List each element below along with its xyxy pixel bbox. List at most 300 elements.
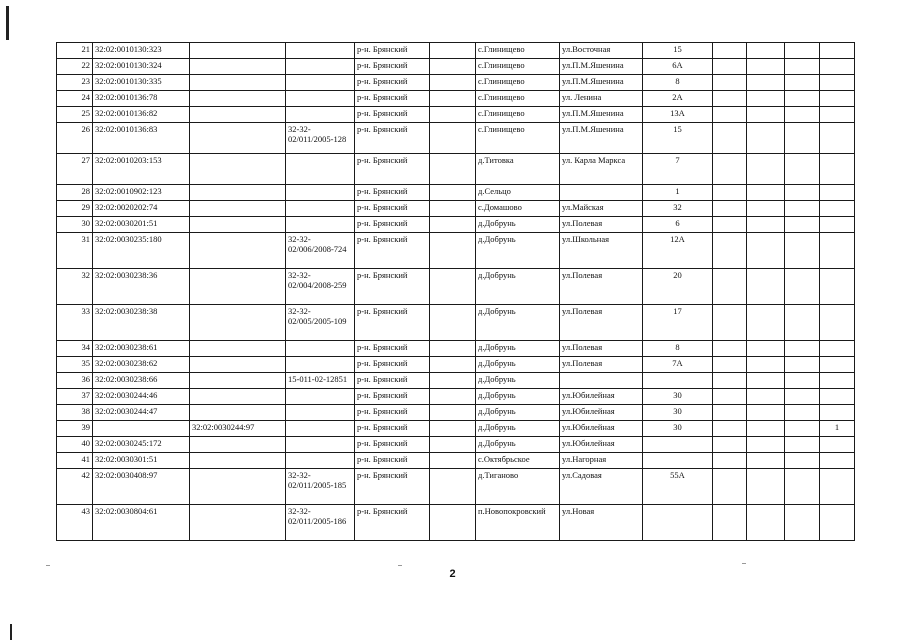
empty-cell: [430, 217, 476, 233]
extra-cell-4: [820, 341, 855, 357]
extra-cell-4: [820, 75, 855, 91]
cadastral-number-cell: 32:02:0020202:74: [93, 201, 190, 217]
settlement-cell: д.Добрунь: [476, 373, 560, 389]
cadastral-number-cell: 32:02:0030238:61: [93, 341, 190, 357]
cadastral-number-cell: 32:02:0010902:123: [93, 185, 190, 201]
registration-number-cell: [286, 453, 355, 469]
district-cell: р-н. Брянский: [355, 405, 430, 421]
extra-cell-2: [747, 91, 785, 107]
empty-cell: [430, 59, 476, 75]
cadastral-number-cell: 32:02:0030235:180: [93, 233, 190, 269]
row-number-cell: 21: [57, 43, 93, 59]
registration-number-cell: [286, 91, 355, 107]
cadastral-number-alt-cell: [190, 91, 286, 107]
registration-number-cell: [286, 421, 355, 437]
row-number-cell: 26: [57, 123, 93, 154]
extra-cell-2: [747, 43, 785, 59]
street-cell: ул.П.М.Яшенина: [560, 123, 643, 154]
cadastral-number-alt-cell: [190, 217, 286, 233]
settlement-cell: с.Глинищево: [476, 43, 560, 59]
settlement-cell: с.Глинищево: [476, 107, 560, 123]
extra-cell-3: [785, 233, 820, 269]
cadastral-number-alt-cell: [190, 75, 286, 91]
extra-cell-2: [747, 217, 785, 233]
extra-cell-3: [785, 91, 820, 107]
settlement-cell: д.Добрунь: [476, 357, 560, 373]
district-cell: р-н. Брянский: [355, 91, 430, 107]
empty-cell: [430, 341, 476, 357]
row-number-cell: 28: [57, 185, 93, 201]
street-cell: ул.Садовая: [560, 469, 643, 505]
settlement-cell: д.Добрунь: [476, 269, 560, 305]
table-row: [57, 59, 855, 75]
empty-cell: [430, 75, 476, 91]
district-cell: р-н. Брянский: [355, 469, 430, 505]
settlement-cell: д.Добрунь: [476, 233, 560, 269]
table-row: [57, 357, 855, 373]
settlement-cell: с.Домашово: [476, 201, 560, 217]
settlement-cell: д.Титовка: [476, 154, 560, 185]
table-row: [57, 154, 855, 185]
extra-cell-2: [747, 59, 785, 75]
cadastral-number-alt-cell: [190, 305, 286, 341]
cadastral-number-alt-cell: [190, 389, 286, 405]
empty-cell: [430, 43, 476, 59]
district-cell: р-н. Брянский: [355, 453, 430, 469]
extra-cell-1: [713, 123, 747, 154]
extra-cell-4: [820, 405, 855, 421]
extra-cell-2: [747, 233, 785, 269]
district-cell: р-н. Брянский: [355, 357, 430, 373]
extra-cell-1: [713, 357, 747, 373]
extra-cell-3: [785, 59, 820, 75]
extra-cell-1: [713, 59, 747, 75]
street-cell: ул.Юбилейная: [560, 437, 643, 453]
house-number-cell: 30: [643, 421, 713, 437]
district-cell: р-н. Брянский: [355, 373, 430, 389]
extra-cell-2: [747, 437, 785, 453]
extra-cell-1: [713, 43, 747, 59]
district-cell: р-н. Брянский: [355, 107, 430, 123]
extra-cell-1: [713, 233, 747, 269]
empty-cell: [430, 389, 476, 405]
cadastral-number-alt-cell: [190, 123, 286, 154]
street-cell: ул.Юбилейная: [560, 389, 643, 405]
cadastral-number-alt-cell: [190, 405, 286, 421]
extra-cell-4: [820, 154, 855, 185]
cadastral-number-cell: 32:02:0010136:82: [93, 107, 190, 123]
extra-cell-2: [747, 421, 785, 437]
cadastral-number-cell: 32:02:0030244:46: [93, 389, 190, 405]
extra-cell-2: [747, 405, 785, 421]
cadastral-number-cell: 32:02:0010130:335: [93, 75, 190, 91]
cadastral-number-alt-cell: [190, 453, 286, 469]
extra-cell-1: [713, 437, 747, 453]
empty-cell: [430, 453, 476, 469]
extra-cell-3: [785, 453, 820, 469]
house-number-cell: 55А: [643, 469, 713, 505]
registration-number-cell: 32-32-02/006/2008-724: [286, 233, 355, 269]
extra-cell-3: [785, 373, 820, 389]
extra-cell-4: [820, 185, 855, 201]
extra-cell-4: [820, 59, 855, 75]
row-number-cell: 41: [57, 453, 93, 469]
row-number-cell: 32: [57, 269, 93, 305]
settlement-cell: д.Добрунь: [476, 421, 560, 437]
row-number-cell: 25: [57, 107, 93, 123]
cadastral-number-cell: 32:02:0030238:36: [93, 269, 190, 305]
cadastral-number-alt-cell: [190, 357, 286, 373]
cadastral-number-cell: 32:02:0030238:62: [93, 357, 190, 373]
extra-cell-1: [713, 217, 747, 233]
house-number-cell: 32: [643, 201, 713, 217]
extra-cell-4: [820, 123, 855, 154]
extra-cell-1: [713, 107, 747, 123]
table-row: [57, 505, 855, 541]
extra-cell-3: [785, 123, 820, 154]
empty-cell: [430, 233, 476, 269]
registration-number-cell: 32-32-02/004/2008-259: [286, 269, 355, 305]
table-row: [57, 233, 855, 269]
settlement-cell: д.Сельцо: [476, 185, 560, 201]
scan-speck: [398, 565, 402, 566]
extra-cell-4: [820, 107, 855, 123]
house-number-cell: 15: [643, 123, 713, 154]
settlement-cell: д.Тиганово: [476, 469, 560, 505]
registration-number-cell: [286, 405, 355, 421]
extra-cell-4: [820, 43, 855, 59]
street-cell: ул.Майская: [560, 201, 643, 217]
registration-number-cell: 15-011-02-12851: [286, 373, 355, 389]
table-row: [57, 75, 855, 91]
house-number-cell: 7: [643, 154, 713, 185]
row-number-cell: 23: [57, 75, 93, 91]
settlement-cell: с.Октябрьское: [476, 453, 560, 469]
cadastral-number-alt-cell: [190, 469, 286, 505]
district-cell: р-н. Брянский: [355, 421, 430, 437]
extra-cell-3: [785, 357, 820, 373]
house-number-cell: 20: [643, 269, 713, 305]
registration-number-cell: 32-32-02/005/2005-109: [286, 305, 355, 341]
street-cell: ул.Восточная: [560, 43, 643, 59]
cadastral-number-alt-cell: [190, 341, 286, 357]
cadastral-number-cell: [93, 421, 190, 437]
row-number-cell: 35: [57, 357, 93, 373]
district-cell: р-н. Брянский: [355, 75, 430, 91]
cadastral-number-alt-cell: [190, 505, 286, 541]
empty-cell: [430, 305, 476, 341]
table-row: [57, 469, 855, 505]
extra-cell-2: [747, 469, 785, 505]
settlement-cell: с.Глинищево: [476, 75, 560, 91]
cadastral-number-cell: 32:02:0030245:172: [93, 437, 190, 453]
registration-number-cell: [286, 185, 355, 201]
extra-cell-3: [785, 341, 820, 357]
table-row: [57, 373, 855, 389]
page-number: 2: [449, 568, 456, 580]
settlement-cell: д.Добрунь: [476, 341, 560, 357]
registration-number-cell: [286, 59, 355, 75]
row-number-cell: 22: [57, 59, 93, 75]
extra-cell-4: [820, 233, 855, 269]
extra-cell-2: [747, 185, 785, 201]
street-cell: ул. Карла Маркса: [560, 154, 643, 185]
settlement-cell: д.Добрунь: [476, 305, 560, 341]
street-cell: ул.Юбилейная: [560, 421, 643, 437]
extra-cell-3: [785, 185, 820, 201]
district-cell: р-н. Брянский: [355, 59, 430, 75]
house-number-cell: 2А: [643, 91, 713, 107]
cadastral-number-alt-cell: [190, 233, 286, 269]
registration-number-cell: 32-32-02/011/2005-185: [286, 469, 355, 505]
table-row: [57, 453, 855, 469]
extra-cell-1: [713, 201, 747, 217]
cadastral-number-alt-cell: 32:02:0030244:97: [190, 421, 286, 437]
extra-cell-2: [747, 505, 785, 541]
extra-cell-4: [820, 505, 855, 541]
row-number-cell: 38: [57, 405, 93, 421]
extra-cell-4: [820, 305, 855, 341]
row-number-cell: 43: [57, 505, 93, 541]
cadastral-number-alt-cell: [190, 43, 286, 59]
table-row: [57, 341, 855, 357]
street-cell: [560, 185, 643, 201]
house-number-cell: [643, 505, 713, 541]
empty-cell: [430, 123, 476, 154]
cadastral-number-cell: 32:02:0030201:51: [93, 217, 190, 233]
empty-cell: [430, 107, 476, 123]
registry-table-container: [56, 42, 854, 541]
house-number-cell: 6: [643, 217, 713, 233]
extra-cell-4: [820, 91, 855, 107]
registration-number-cell: [286, 217, 355, 233]
extra-cell-3: [785, 389, 820, 405]
district-cell: р-н. Брянский: [355, 305, 430, 341]
empty-cell: [430, 269, 476, 305]
table-row: [57, 185, 855, 201]
district-cell: р-н. Брянский: [355, 389, 430, 405]
registration-number-cell: [286, 107, 355, 123]
extra-cell-1: [713, 405, 747, 421]
extra-cell-1: [713, 469, 747, 505]
extra-cell-1: [713, 91, 747, 107]
settlement-cell: п.Новопокровский: [476, 505, 560, 541]
district-cell: р-н. Брянский: [355, 185, 430, 201]
district-cell: р-н. Брянский: [355, 217, 430, 233]
cadastral-number-alt-cell: [190, 201, 286, 217]
extra-cell-3: [785, 201, 820, 217]
extra-cell-4: [820, 217, 855, 233]
empty-cell: [430, 201, 476, 217]
extra-cell-2: [747, 154, 785, 185]
extra-cell-2: [747, 75, 785, 91]
street-cell: ул.Полевая: [560, 341, 643, 357]
street-cell: ул.Полевая: [560, 217, 643, 233]
scan-edge-mark: [10, 624, 12, 640]
table-row: [57, 43, 855, 59]
scan-speck: [46, 565, 50, 566]
row-number-cell: 30: [57, 217, 93, 233]
empty-cell: [430, 91, 476, 107]
extra-cell-1: [713, 373, 747, 389]
street-cell: ул.Новая: [560, 505, 643, 541]
extra-cell-1: [713, 505, 747, 541]
empty-cell: [430, 373, 476, 389]
registration-number-cell: [286, 389, 355, 405]
house-number-cell: 6А: [643, 59, 713, 75]
district-cell: р-н. Брянский: [355, 43, 430, 59]
extra-cell-4: [820, 437, 855, 453]
table-row: [57, 269, 855, 305]
cadastral-number-cell: 32:02:0030238:38: [93, 305, 190, 341]
extra-cell-3: [785, 107, 820, 123]
extra-cell-4: [820, 469, 855, 505]
property-registry-table: [56, 42, 855, 541]
street-cell: ул.П.М.Яшенина: [560, 59, 643, 75]
cadastral-number-alt-cell: [190, 437, 286, 453]
cadastral-number-alt-cell: [190, 154, 286, 185]
registration-number-cell: [286, 341, 355, 357]
registration-number-cell: [286, 201, 355, 217]
row-number-cell: 27: [57, 154, 93, 185]
cadastral-number-alt-cell: [190, 59, 286, 75]
house-number-cell: 8: [643, 341, 713, 357]
registration-number-cell: [286, 43, 355, 59]
cadastral-number-cell: 32:02:0010136:78: [93, 91, 190, 107]
extra-cell-1: [713, 341, 747, 357]
cadastral-number-cell: 32:02:0010203:153: [93, 154, 190, 185]
settlement-cell: с.Глинищево: [476, 123, 560, 154]
extra-cell-1: [713, 154, 747, 185]
extra-cell-4: [820, 269, 855, 305]
extra-cell-1: [713, 421, 747, 437]
street-cell: ул.Полевая: [560, 269, 643, 305]
registration-number-cell: 32-32-02/011/2005-128: [286, 123, 355, 154]
cadastral-number-alt-cell: [190, 269, 286, 305]
table-row: [57, 201, 855, 217]
extra-cell-4: 1: [820, 421, 855, 437]
cadastral-number-cell: 32:02:0010130:323: [93, 43, 190, 59]
street-cell: ул.Полевая: [560, 305, 643, 341]
house-number-cell: [643, 453, 713, 469]
house-number-cell: 8: [643, 75, 713, 91]
table-row: [57, 437, 855, 453]
extra-cell-2: [747, 453, 785, 469]
street-cell: ул.П.М.Яшенина: [560, 107, 643, 123]
street-cell: [560, 373, 643, 389]
cadastral-number-cell: 32:02:0030408:97: [93, 469, 190, 505]
row-number-cell: 33: [57, 305, 93, 341]
house-number-cell: 30: [643, 389, 713, 405]
extra-cell-3: [785, 217, 820, 233]
house-number-cell: 30: [643, 405, 713, 421]
row-number-cell: 37: [57, 389, 93, 405]
extra-cell-2: [747, 373, 785, 389]
table-row: [57, 91, 855, 107]
scan-edge-mark: [6, 6, 9, 40]
settlement-cell: д.Добрунь: [476, 437, 560, 453]
extra-cell-4: [820, 389, 855, 405]
extra-cell-3: [785, 469, 820, 505]
table-row: [57, 421, 855, 437]
extra-cell-2: [747, 357, 785, 373]
house-number-cell: 15: [643, 43, 713, 59]
empty-cell: [430, 437, 476, 453]
table-row: [57, 389, 855, 405]
cadastral-number-alt-cell: [190, 107, 286, 123]
district-cell: р-н. Брянский: [355, 154, 430, 185]
district-cell: р-н. Брянский: [355, 123, 430, 154]
registration-number-cell: [286, 357, 355, 373]
empty-cell: [430, 357, 476, 373]
house-number-cell: 1: [643, 185, 713, 201]
extra-cell-3: [785, 43, 820, 59]
house-number-cell: 13А: [643, 107, 713, 123]
street-cell: ул.Юбилейная: [560, 405, 643, 421]
settlement-cell: с.Глинищево: [476, 59, 560, 75]
extra-cell-2: [747, 107, 785, 123]
table-row: [57, 405, 855, 421]
cadastral-number-alt-cell: [190, 185, 286, 201]
extra-cell-3: [785, 269, 820, 305]
registration-number-cell: [286, 437, 355, 453]
extra-cell-4: [820, 201, 855, 217]
extra-cell-3: [785, 437, 820, 453]
extra-cell-3: [785, 75, 820, 91]
extra-cell-3: [785, 505, 820, 541]
scan-speck: [742, 563, 746, 564]
settlement-cell: с.Глинищево: [476, 91, 560, 107]
row-number-cell: 34: [57, 341, 93, 357]
empty-cell: [430, 469, 476, 505]
cadastral-number-cell: 32:02:0030804:61: [93, 505, 190, 541]
extra-cell-3: [785, 421, 820, 437]
extra-cell-3: [785, 405, 820, 421]
street-cell: ул.Полевая: [560, 357, 643, 373]
street-cell: ул.Нагорная: [560, 453, 643, 469]
empty-cell: [430, 405, 476, 421]
district-cell: р-н. Брянский: [355, 341, 430, 357]
extra-cell-1: [713, 453, 747, 469]
table-row: [57, 107, 855, 123]
extra-cell-4: [820, 453, 855, 469]
row-number-cell: 39: [57, 421, 93, 437]
row-number-cell: 36: [57, 373, 93, 389]
extra-cell-1: [713, 389, 747, 405]
house-number-cell: [643, 373, 713, 389]
extra-cell-2: [747, 123, 785, 154]
empty-cell: [430, 505, 476, 541]
table-body: [57, 43, 855, 541]
district-cell: р-н. Брянский: [355, 505, 430, 541]
district-cell: р-н. Брянский: [355, 437, 430, 453]
cadastral-number-alt-cell: [190, 373, 286, 389]
row-number-cell: 31: [57, 233, 93, 269]
table-row: [57, 217, 855, 233]
row-number-cell: 42: [57, 469, 93, 505]
registration-number-cell: [286, 154, 355, 185]
extra-cell-2: [747, 269, 785, 305]
row-number-cell: 29: [57, 201, 93, 217]
extra-cell-2: [747, 389, 785, 405]
cadastral-number-cell: 32:02:0030301:51: [93, 453, 190, 469]
extra-cell-2: [747, 201, 785, 217]
house-number-cell: 7А: [643, 357, 713, 373]
extra-cell-3: [785, 154, 820, 185]
district-cell: р-н. Брянский: [355, 201, 430, 217]
street-cell: ул.П.М.Яшенина: [560, 75, 643, 91]
registration-number-cell: [286, 75, 355, 91]
